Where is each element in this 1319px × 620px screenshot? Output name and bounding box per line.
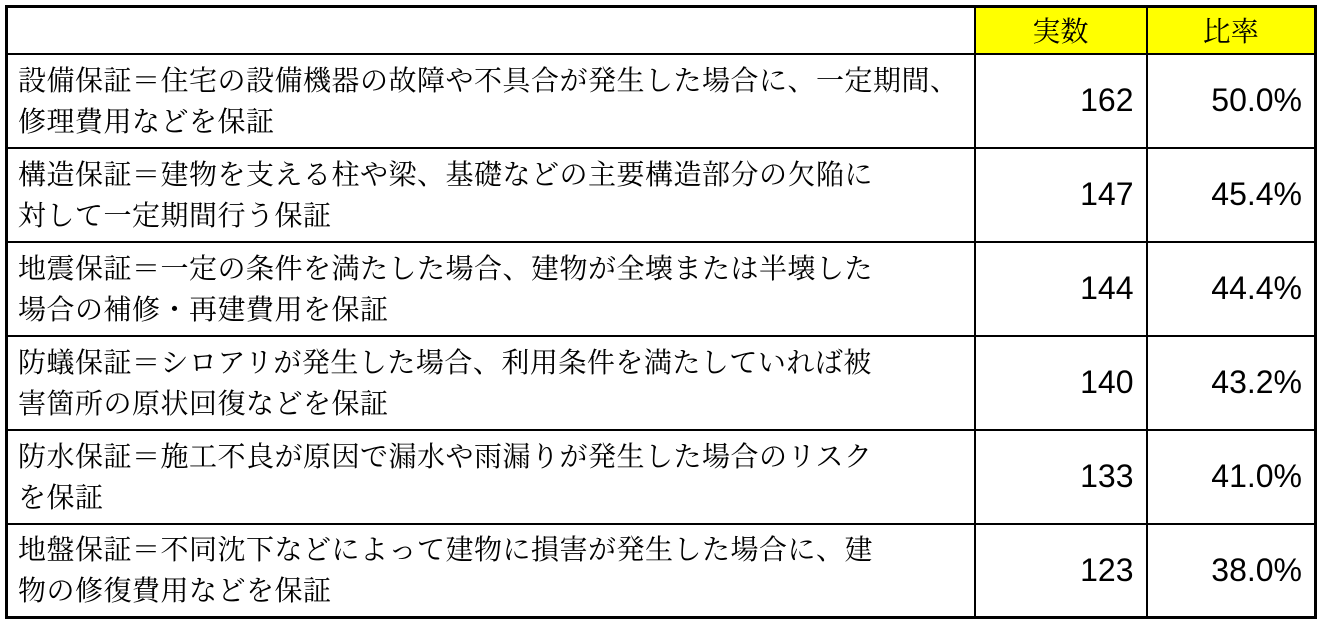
row-label-line2: 物の修復費用などを保証 [18,575,332,607]
table-row [7,242,1316,336]
ratio-cell: 43.2% [1147,336,1316,430]
count-cell: 123 [975,524,1147,618]
ratio-cell: 41.0% [1147,430,1316,524]
ratio-cell: 45.4% [1147,148,1316,242]
count-cell: 144 [975,242,1147,336]
count-cell: 140 [975,336,1147,430]
row-label [7,148,975,242]
row-label [7,430,975,524]
table-row [7,148,1316,242]
corner-header-cell [7,7,975,54]
table-row [7,524,1316,618]
table-row [7,430,1316,524]
table-row [7,54,1316,148]
ratio-column-header: 比率 [1147,7,1316,54]
row-label-line2: 場合の補修・再建費用を保証 [18,293,389,325]
row-label [7,524,975,618]
row-label-line2: を保証 [18,481,104,513]
row-label-line1: 防水保証＝施工不良が原因で漏水や雨漏りが発生した場合のリスク [18,440,873,472]
count-cell: 162 [975,54,1147,148]
table-row [7,336,1316,430]
ratio-cell: 50.0% [1147,54,1316,148]
count-cell: 147 [975,148,1147,242]
row-label-line1: 地盤保証＝不同沈下などによって建物に損害が発生した場合に、建 [18,534,874,566]
row-label-line2: 対して一定期間行う保証 [18,199,332,231]
header-row [7,7,1316,54]
ratio-cell: 38.0% [1147,524,1316,618]
row-label-line1: 構造保証＝建物を支える柱や梁、基礎などの主要構造部分の欠陥に [18,158,874,190]
count-column-header: 実数 [975,7,1147,54]
ratio-cell: 44.4% [1147,242,1316,336]
row-label [7,336,975,430]
count-cell: 133 [975,430,1147,524]
row-label-line1: 地震保証＝一定の条件を満たした場合、建物が全壊または半壊した [18,252,874,284]
row-label-line2: 修理費用などを保証 [18,105,275,137]
row-label [7,242,975,336]
row-label-line2: 害箇所の原状回復などを保証 [18,387,389,419]
row-label-line1: 防蟻保証＝シロアリが発生した場合、利用条件を満たしていれば被 [18,346,872,378]
row-label [7,54,975,148]
row-label-line1: 設備保証＝住宅の設備機器の故障や不具合が発生した場合に、一定期間、 [18,64,959,96]
warranty-survey-table [5,5,1317,619]
